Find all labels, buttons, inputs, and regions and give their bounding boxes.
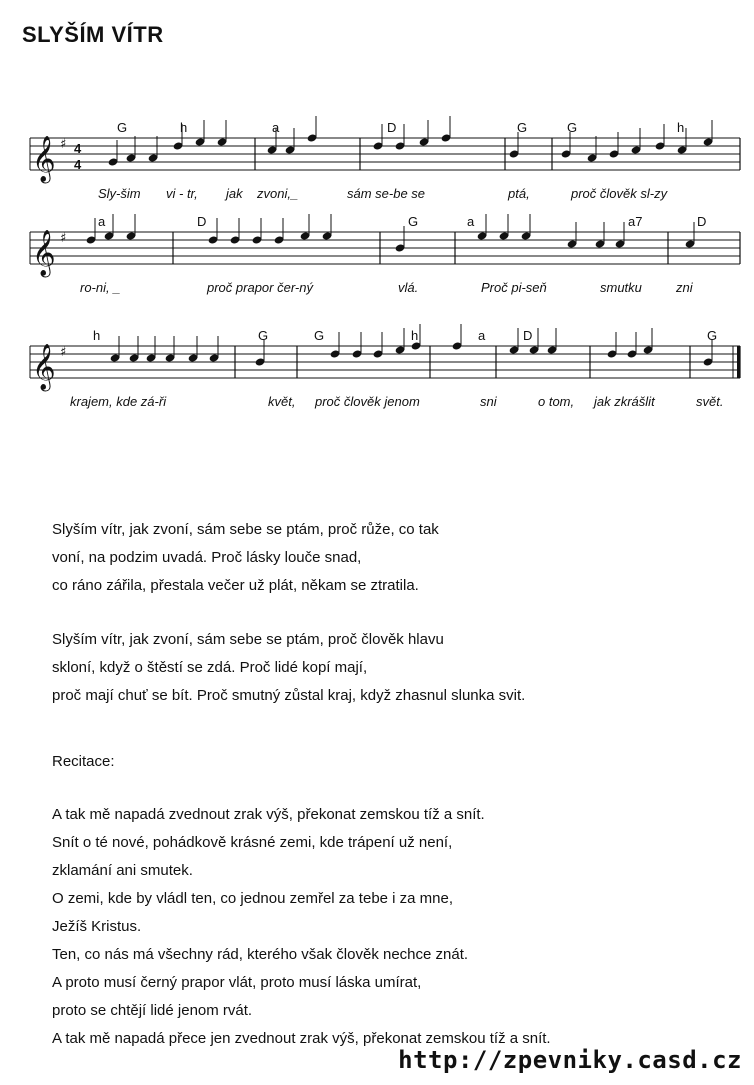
verse-2-line: skloní, když o štěstí se zdá. Proč lidé kopí mají, xyxy=(52,659,368,676)
lyric-syllable: svět. xyxy=(696,394,724,409)
staff-system xyxy=(30,116,740,201)
recitation-line: A tak mě napadá zvednout zrak výš, překonat zemskou tíž a snít. xyxy=(52,806,485,823)
recitation-line: Snít o té nové, pohádkově krásné zemi, kde trápení už není, xyxy=(52,834,453,851)
lyric-syllable: vi - tr, xyxy=(166,186,198,201)
lyric-syllable: Proč pi-seň xyxy=(481,280,547,295)
recitation-line: Ježíš Kristus. xyxy=(52,918,142,935)
chord-symbol: h xyxy=(677,120,685,135)
chord-symbol: h xyxy=(180,120,188,135)
chord-symbol: D xyxy=(697,214,707,229)
verse-1-line: Slyším vítr, jak zvoní, sám sebe se ptám, proč růže, co tak xyxy=(52,521,439,538)
chord-symbol: a7 xyxy=(628,214,643,229)
lyric-syllable: květ, xyxy=(268,394,296,409)
staff-system xyxy=(30,324,740,409)
recitation-line: proto se chtějí lidé jenom rvát. xyxy=(52,1002,253,1019)
lyric-syllable: o tom, xyxy=(538,394,575,409)
lyric-syllable: smutku xyxy=(600,280,642,295)
lyric-syllable: sni xyxy=(480,394,497,409)
recitation-line: A tak mě napadá přece jen zvednout zrak výš, překonat zemskou tíž a snít. xyxy=(52,1030,551,1047)
lyric-syllable: ro-ni, _ xyxy=(80,280,121,295)
sharp-icon: ♯ xyxy=(60,345,67,360)
lyric-syllable: proč člověk jenom xyxy=(315,394,420,409)
chord-symbol: a xyxy=(98,214,106,229)
recitation-line: A proto musí černý prapor vlát, proto musí láska umírat, xyxy=(52,974,422,991)
treble-clef-icon: 𝄞 xyxy=(32,344,56,390)
treble-clef-icon: 𝄞 xyxy=(32,136,56,182)
song-title: SLYŠÍM VÍTR xyxy=(22,22,164,47)
recitation-line: O zemi, kde by vládl ten, co jednou zemřel za tebe i za mne, xyxy=(52,890,454,907)
recitation-line: Ten, co nás má všechny rád, kterého však člověk nechce znát. xyxy=(52,946,469,963)
time-signature-icon: 4 xyxy=(74,157,82,172)
recitation-line: zklamání ani smutek. xyxy=(52,862,193,879)
chord-symbol: a xyxy=(467,214,475,229)
lyric-syllable: proč prapor čer-ný xyxy=(207,280,313,295)
chord-symbol: G xyxy=(408,214,419,229)
lyric-syllable: vlá. xyxy=(398,280,419,295)
treble-clef-icon: 𝄞 xyxy=(32,230,56,276)
staff-system xyxy=(30,214,740,295)
lyric-syllable: zni xyxy=(676,280,693,295)
lyric-syllable: sám se-be se xyxy=(347,186,426,201)
chord-symbol: G xyxy=(314,328,325,343)
verse-2-line: Slyším vítr, jak zvoní, sám sebe se ptám, proč člověk hlavu xyxy=(52,631,444,648)
lyric-syllable: jak zkrášlit xyxy=(594,394,655,409)
lyric-syllable: krajem, kde zá-ři xyxy=(70,394,167,409)
chord-symbol: D xyxy=(387,120,397,135)
lyric-syllable: Sly-šim xyxy=(98,186,141,201)
chord-symbol: a xyxy=(478,328,486,343)
verse-1 xyxy=(52,516,732,600)
watermark-url: http://zpevniky.casd.cz xyxy=(398,1046,742,1074)
recitation-heading: Recitace: xyxy=(52,753,115,770)
verse-2 xyxy=(52,626,732,710)
lyric-syllable: jak xyxy=(226,186,243,201)
chord-symbol: G xyxy=(117,120,128,135)
verse-1-line: voní, na podzim uvadá. Proč lásky louče snad, xyxy=(52,549,362,566)
recitation xyxy=(52,801,732,1053)
sharp-icon: ♯ xyxy=(60,137,67,152)
verse-2-line: proč mají chuť se bít. Proč smutný zůstal kraj, když zhasnul slunka svit. xyxy=(52,687,526,704)
verse-1-line: co ráno zářila, přestala večer už plát, někam se ztratila. xyxy=(52,577,419,594)
chord-symbol: G xyxy=(517,120,528,135)
chord-symbol: a xyxy=(272,120,280,135)
chord-symbol: D xyxy=(197,214,207,229)
chord-symbol: G xyxy=(258,328,269,343)
lyric-syllable: proč člověk sl-zy xyxy=(571,186,668,201)
chord-symbol: D xyxy=(523,328,533,343)
chord-symbol: h xyxy=(93,328,101,343)
lyric-syllable: zvoni,_ xyxy=(257,186,299,201)
sharp-icon: ♯ xyxy=(60,231,67,246)
music-score xyxy=(0,0,754,430)
final-bar-line xyxy=(737,346,740,378)
lyric-syllable: ptá, xyxy=(508,186,530,201)
time-signature-icon: 4 xyxy=(74,141,82,156)
chord-symbol: G xyxy=(707,328,718,343)
chord-symbol: G xyxy=(567,120,578,135)
chord-symbol: h xyxy=(411,328,419,343)
